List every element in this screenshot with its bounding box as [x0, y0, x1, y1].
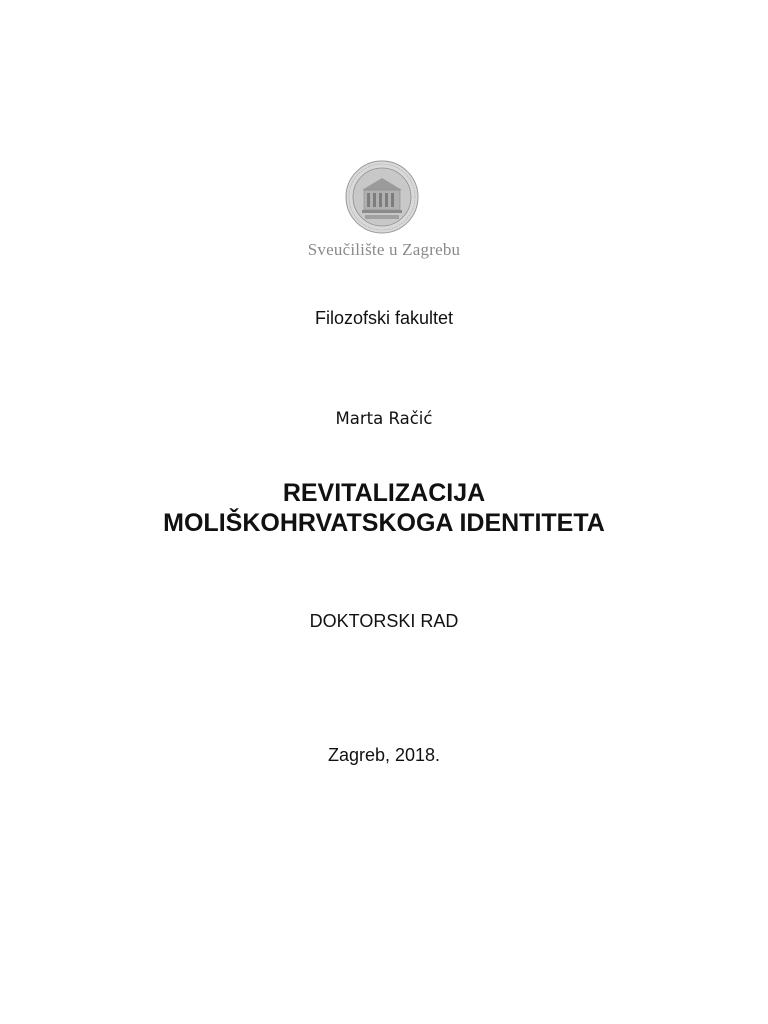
degree-type: DOKTORSKI RAD	[309, 611, 459, 631]
university-logo	[294, 156, 474, 266]
thesis-title-line-1: REVITALIZACIJA	[282, 479, 486, 507]
author-name: Marta Račić	[335, 409, 433, 428]
university-name: Sveučilište u Zagrebu	[307, 240, 461, 259]
place-and-date: Zagreb, 2018.	[327, 745, 441, 765]
thesis-title-line-2: MOLIŠKOHRVATSKOGA IDENTITETA	[163, 509, 605, 537]
university-seal-icon	[345, 160, 419, 234]
thesis-title	[0, 478, 768, 538]
faculty-name: Filozofski fakultet	[314, 308, 454, 328]
